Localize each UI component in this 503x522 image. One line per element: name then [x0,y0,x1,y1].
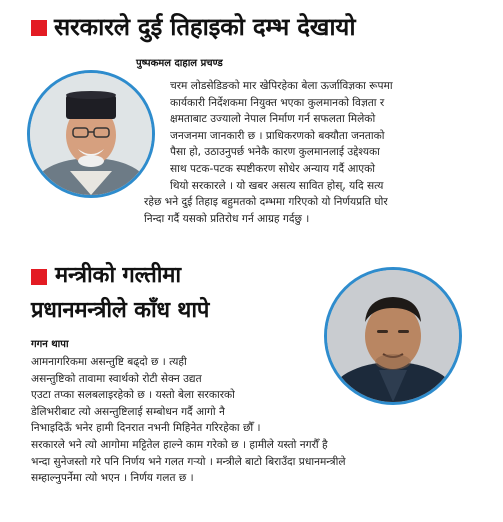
article2-headline-line1: मन्त्रीको गल्तीमा [55,263,181,288]
body-line: सम्हाल्नुपर्नेमा त्यो भएन । निर्णय गलत छ । [31,472,194,485]
article2-body [31,354,346,487]
body-line: असन्तुष्टिको तावामा स्वार्थको रोटी सेक्न उद्यत [31,372,202,385]
body-line: सरकारले भने त्यो आगोमा मट्टितेल हाल्ने काम गरेको छ । हामीले यस्तो नगरौँ है [31,438,328,451]
author-photo-prachanda [27,70,155,198]
portrait-illustration [327,270,459,402]
body-line: पैसा हो, उठाउनुपर्छ भनेकै कारण कुलमानलाई उद्देश्यका [170,146,380,159]
body-line: चरम लोडसेडिङको मार खेपिरहेका बेला ऊर्जाविज्ञका रूपमा [170,80,393,92]
portrait-illustration [30,73,152,195]
body-line: डेलिभरीबाट त्यो असन्तुष्टिलाई सम्बोधन गर्दै आगो नै [31,405,225,418]
body-line: भन्दा सुनेजस्तो गरे पनि निर्णय भने गलत गऱ्यो । मन्त्रीले बाटो बिराउँदा प्रधानमन्त्रीले [31,455,346,468]
body-line: जनजनमा जानकारी छ । प्राधिकरणको बक्यौता जनताको [170,129,385,142]
article2-headline-line2: प्रधानमन्त्रीले काँध थापे [31,298,210,323]
body-line: निभाइदिऊँ भनेर हामी दिनरात नभनी मिहिनेत गरिरहेका छौँ । [31,422,261,435]
body-line: साथ पटक-पटक स्पष्टीकरण सोधेर अन्याय गर्दै आएको [170,162,376,175]
headline-marker [31,20,47,36]
article-prachanda [0,0,503,250]
article2-author: गगन थापा [31,339,69,350]
body-line: निन्दा गर्दै यसको प्रतिरोध गर्न आग्रह गर्दछु । [144,212,310,225]
body-line: एउटा तप्का सलबलाइरहेको छ । यस्तो बेला सरकारको [31,389,235,402]
body-line: कार्यकारी निर्देशकमा नियुक्त भएका कुलमानको विज्ञता र [170,96,385,109]
body-line: थियो सरकारले । यो खबर असत्य सावित होस्, यदि सत्य [170,179,384,192]
article1-author: पुष्पकमल दाहाल प्रचण्ड [136,58,223,69]
body-line: क्षमताबाट उज्यालो नेपाल निर्माण गर्न सफलता मिलेको [170,113,376,126]
article1-body [144,78,393,227]
body-line: आमनागरिकमा असन्तुष्टि बढ्दो छ । त्यही [31,356,187,368]
body-line: रहेछ भने दुई तिहाइ बहुमतको दम्भमा गरिएको यो निर्णयप्रति घोर [144,196,388,209]
article-gagan-thapa [0,250,503,522]
headline-marker [31,269,47,285]
article1-headline: सरकारले दुई तिहाइको दम्भ देखायो [54,13,356,41]
